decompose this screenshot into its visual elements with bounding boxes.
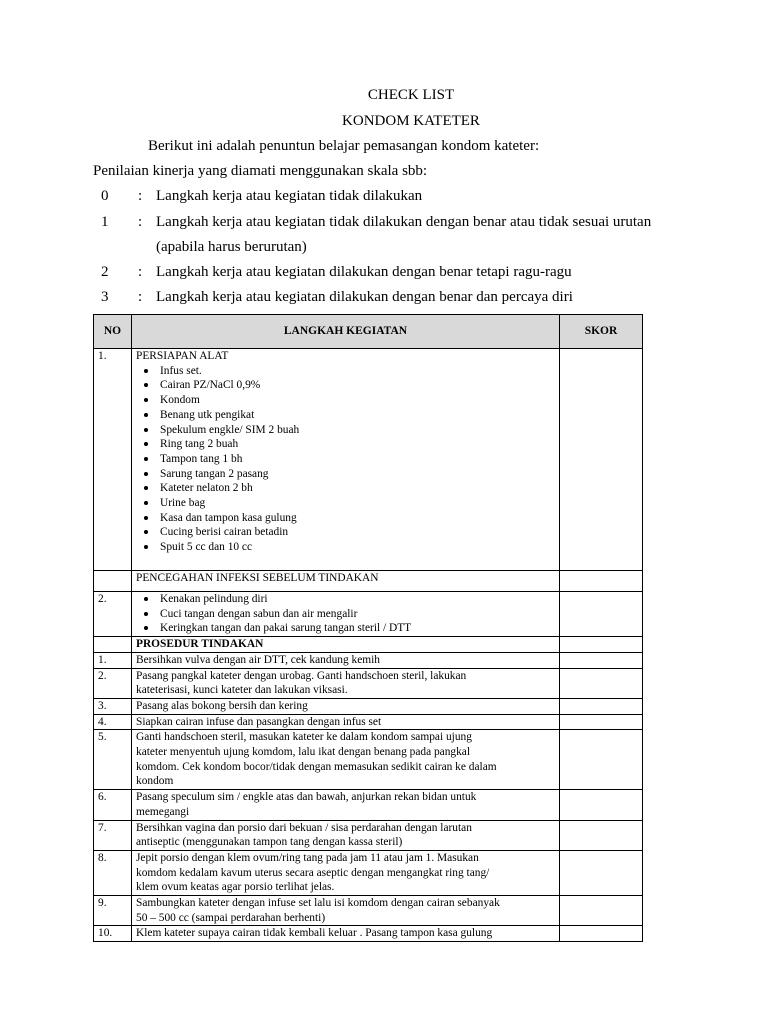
- scale-row-2: [93, 264, 693, 286]
- list-item: Cucing berisi cairan betadin: [160, 525, 555, 540]
- list-item: Cuci tangan dengan sabun dan air mengalir: [160, 607, 555, 622]
- checklist-table: [93, 314, 643, 942]
- score-cell[interactable]: [560, 698, 643, 714]
- scale-number: 1: [101, 214, 109, 230]
- list-item: Infus set.: [160, 364, 555, 379]
- table-row: [94, 730, 643, 790]
- step-line: 50 – 500 cc (sampai perdarahan berhenti): [136, 911, 326, 924]
- scale-row-1-continued: [93, 239, 693, 261]
- row-content: [132, 592, 560, 637]
- step-line: memegangi: [136, 805, 190, 818]
- section-title: PROSEDUR TINDAKAN: [132, 637, 560, 653]
- step-line: komdom. Cek kondom bocor/tidak dengan memasukan sedikit cairan ke dalam: [136, 760, 497, 773]
- scale-text-continued: (apabila harus berurutan): [156, 239, 307, 255]
- infection-prevention-list: [136, 592, 555, 636]
- table-row: [94, 698, 643, 714]
- table-header-row: [94, 315, 643, 349]
- table-row: [94, 850, 643, 895]
- list-item: Tampon tang 1 bh: [160, 452, 555, 467]
- step-line: kateterisasi, kunci kateter dan lakukan viksasi.: [136, 684, 348, 697]
- table-row: [94, 668, 643, 698]
- list-item: Urine bag: [160, 496, 555, 511]
- document-title: CHECK LIST: [367, 87, 455, 103]
- header-langkah: LANGKAH KEGIATAN: [132, 315, 560, 349]
- list-item: Cairan PZ/NaCl 0,9%: [160, 378, 555, 393]
- step-text: [132, 714, 560, 730]
- row-number: [94, 571, 132, 592]
- row-number: 8.: [94, 850, 132, 895]
- section-pencegahan-infeksi: [94, 592, 643, 637]
- section-title: PERSIAPAN ALAT: [136, 350, 229, 362]
- list-item: Keringkan tangan dan pakai sarung tangan steril / DTT: [160, 621, 555, 636]
- score-cell[interactable]: [560, 668, 643, 698]
- step-line: antiseptic (menggunakan tampon tang dengan kassa steril): [136, 836, 403, 849]
- section-prosedur-title-row: [94, 637, 643, 653]
- table-row: [94, 714, 643, 730]
- score-cell[interactable]: [560, 896, 643, 926]
- scale-text: Langkah kerja atau kegiatan tidak dilakukan dengan benar atau tidak sesuai urutan: [156, 214, 652, 230]
- score-cell[interactable]: [560, 730, 643, 790]
- step-text: [132, 896, 560, 926]
- row-number: 1.: [94, 349, 132, 571]
- step-text: [132, 668, 560, 698]
- row-number: 1.: [94, 652, 132, 668]
- list-item: Sarung tangan 2 pasang: [160, 467, 555, 482]
- row-number: 9.: [94, 896, 132, 926]
- step-line: klem ovum keatas agar porsio terlihat jelas.: [136, 881, 335, 894]
- step-line: Pasang pangkal kateter dengan urobag. Ganti handschoen steril, lakukan: [136, 669, 467, 682]
- step-line: Ganti handschoen steril, masukan kateter ke dalam kondom sampai ujung: [136, 731, 472, 744]
- scale-colon: :: [138, 264, 143, 280]
- step-text: [132, 652, 560, 668]
- table-row: [94, 652, 643, 668]
- step-text: [132, 926, 560, 942]
- score-cell[interactable]: [560, 850, 643, 895]
- equipment-list: [136, 364, 555, 555]
- row-number: [94, 637, 132, 653]
- row-number: 7.: [94, 820, 132, 850]
- row-number: 5.: [94, 730, 132, 790]
- section-pencegahan-title-row: [94, 571, 643, 592]
- step-text: [132, 698, 560, 714]
- list-item: Kasa dan tampon kasa gulung: [160, 511, 555, 526]
- scale-intro-text: Penilaian kinerja yang diamati menggunakan skala sbb:: [93, 163, 428, 179]
- step-text: [132, 820, 560, 850]
- score-cell[interactable]: [560, 637, 643, 653]
- step-line: kateter menyentuh ujung komdom, lalu ikat dengan benang pada pangkal: [136, 746, 471, 759]
- header-no: NO: [94, 315, 132, 349]
- scale-row-0: [93, 188, 693, 210]
- scale-colon: :: [138, 214, 143, 230]
- section-title: PENCEGAHAN INFEKSI SEBELUM TINDAKAN: [132, 571, 560, 592]
- step-text: [132, 790, 560, 820]
- scale-text: Langkah kerja atau kegiatan tidak dilakukan: [156, 188, 423, 204]
- row-number: 6.: [94, 790, 132, 820]
- list-item: Kenakan pelindung diri: [160, 592, 555, 607]
- step-line: Bersihkan vulva dengan air DTT, cek kandung kemih: [136, 653, 380, 666]
- row-number: 2.: [94, 668, 132, 698]
- row-number: 3.: [94, 698, 132, 714]
- step-line: Pasang alas bokong bersih dan kering: [136, 699, 308, 712]
- list-item: Spekulum engkle/ SIM 2 buah: [160, 423, 555, 438]
- step-line: Pasang speculum sim / engkle atas dan bawah, anjurkan rekan bidan untuk: [136, 791, 477, 804]
- step-line: Jepit porsio dengan klem ovum/ring tang pada jam 11 atau jam 1. Masukan: [136, 851, 479, 864]
- score-cell[interactable]: [560, 652, 643, 668]
- step-line: komdom kedalam kavum uterus secara aseptic dengan mengangkat ring tang/: [136, 866, 490, 879]
- scale-number: 3: [101, 289, 109, 305]
- scale-text: Langkah kerja atau kegiatan dilakukan dengan benar dan percaya diri: [156, 289, 573, 305]
- intro-text: Berikut ini adalah penuntun belajar pemasangan kondom kateter:: [148, 138, 540, 154]
- score-cell[interactable]: [560, 926, 643, 942]
- row-number: 4.: [94, 714, 132, 730]
- section-persiapan-alat: [94, 349, 643, 571]
- step-text: [132, 730, 560, 790]
- table-row: [94, 896, 643, 926]
- step-line: Klem kateter supaya cairan tidak kembali keluar . Pasang tampon kasa gulung: [136, 927, 493, 940]
- scale-row-3: [93, 289, 693, 311]
- step-text: [132, 850, 560, 895]
- score-cell[interactable]: [560, 820, 643, 850]
- step-line: Bersihkan vagina dan porsio dari bekuan / sisa perdarahan dengan larutan: [136, 821, 472, 834]
- row-number: 10.: [94, 926, 132, 942]
- score-cell[interactable]: [560, 714, 643, 730]
- scale-colon: :: [138, 289, 143, 305]
- list-item: Benang utk pengikat: [160, 408, 555, 423]
- table-row: [94, 790, 643, 820]
- scale-number: 2: [101, 264, 109, 280]
- step-line: Sambungkan kateter dengan infuse set lalu isi komdom dengan cairan sebanyak: [136, 897, 500, 910]
- score-cell[interactable]: [560, 592, 643, 637]
- document-subtitle: KONDOM KATETER: [342, 113, 480, 129]
- list-item: Ring tang 2 buah: [160, 437, 555, 452]
- table-row: [94, 820, 643, 850]
- row-number: 2.: [94, 592, 132, 637]
- row-content: [132, 349, 560, 571]
- list-item: Kondom: [160, 393, 555, 408]
- scale-text: Langkah kerja atau kegiatan dilakukan dengan benar tetapi ragu-ragu: [156, 264, 572, 280]
- score-cell[interactable]: [560, 571, 643, 592]
- scale-colon: :: [138, 188, 143, 204]
- scale-row-1: [93, 214, 693, 236]
- step-line: kondom: [136, 775, 174, 788]
- score-cell[interactable]: [560, 349, 643, 571]
- list-item: Spuit 5 cc dan 10 cc: [160, 540, 555, 555]
- header-skor: SKOR: [560, 315, 643, 349]
- score-cell[interactable]: [560, 790, 643, 820]
- table-row: [94, 926, 643, 942]
- scale-number: 0: [101, 188, 109, 204]
- step-line: Siapkan cairan infuse dan pasangkan dengan infus set: [136, 715, 382, 728]
- list-item: Kateter nelaton 2 bh: [160, 481, 555, 496]
